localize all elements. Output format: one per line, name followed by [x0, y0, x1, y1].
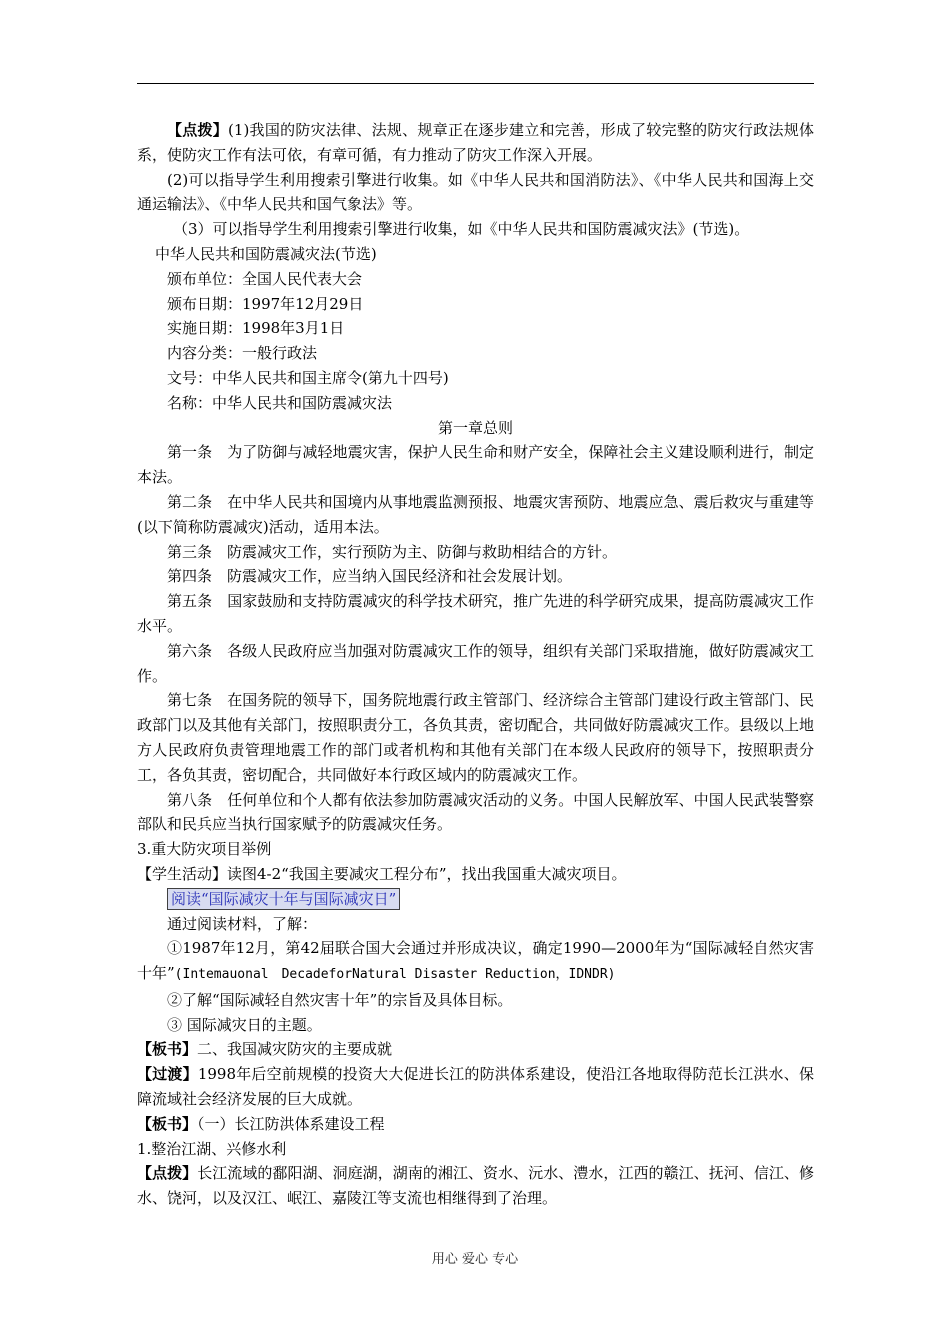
paragraph-hint-3: （3）可以指导学生利用搜索引擎进行收集，如《中华人民共和国防震减灾法》(节选)。 — [173, 220, 750, 239]
transition-text: 1998年后空前规模的投资大大促进长江的防洪体系建设，使沿江各地取得防范长江洪水、保障流域社会经济发展的巨大成就。 — [137, 1065, 814, 1109]
transition-label: 【过渡】 — [137, 1065, 198, 1084]
header-rule — [137, 83, 814, 84]
board-note-2 — [137, 1112, 814, 1137]
reading-point-3: ③ 国际减灾日的主题。 — [167, 1015, 322, 1034]
hint-label: 【点拨】 — [137, 1164, 198, 1183]
document-body — [137, 118, 814, 1211]
article-6: 第六条 各级人民政府应当加强对防震减灾工作的领导，组织有关部门采取措施，做好防震减灾工作。 — [137, 641, 814, 685]
article-2: 第二条 在中华人民共和国境内从事地震监测预报、地震灾害预防、地震应急、震后救灾与重建等(以下简称防震减灾)活动，适用本法。 — [137, 492, 814, 536]
hint-text: (1)我国的防灾法律、法规、规章正在逐步建立和完善，形成了较完整的防灾行政法规体系，使防灾工作有法可依，有章可循，有力推动了防灾工作深入开展。 — [137, 121, 814, 164]
student-activity: 【学生活动】读图4-2“我国主要减灾工程分布”，找出我国重大减灾项目。 — [137, 864, 627, 883]
law-issue-date: 颁布日期：1997年12月29日 — [167, 294, 364, 313]
reading-point-1-text: ①1987年12月，第42届联合国大会通过并形成决议，确定1990—2000年为“国际减轻自然灾害十年” — [137, 939, 814, 983]
reading-row — [137, 887, 814, 912]
subsection-1-heading: 1.整治江湖、兴修水利 — [137, 1139, 287, 1158]
board-label: 【板书】 — [137, 1040, 198, 1059]
hint-label: 【点拨】 — [167, 121, 229, 139]
law-issuer: 颁布单位：全国人民代表大会 — [167, 269, 363, 288]
chapter-title: 第一章总则 — [437, 418, 513, 437]
article-1: 第一条 为了防御与减轻地震灾害，保护人民生命和财产安全，保障社会主义建设顺利进行，制定本法。 — [137, 443, 814, 487]
article-3: 第三条 防震减灾工作，实行预防为主、防御与救助相结合的方针。 — [167, 542, 618, 561]
reading-point-1 — [137, 936, 814, 988]
article-5: 第五条 国家鼓励和支持防震减灾的科学技术研究，推广先进的科学研究成果，提高防震减灾工作水平。 — [137, 592, 814, 635]
board-label: 【板书】 — [137, 1114, 198, 1133]
hint-text: 长江流域的鄱阳湖、洞庭湖，湖南的湘江、资水、沅水、澧水，江西的赣江、抚河、信江、修水、饶河，以及汉江、岷江、嘉陵江等支流也相继得到了治理。 — [137, 1164, 814, 1208]
hint-yangtze — [137, 1161, 814, 1211]
law-title: 中华人民共和国防震减灾法(节选) — [155, 244, 377, 263]
paragraph-hint-2: (2)可以指导学生利用搜索引擎进行收集。如《中华人民共和国消防法》、《中华人民共和国海上交通运输法》、《中华人民共和国气象法》等。 — [137, 170, 814, 214]
reading-link[interactable]: 阅读“国际减灾十年与国际减灾日” — [167, 888, 400, 910]
reading-point-2: ②了解“国际减轻自然灾害十年”的宗旨及具体目标。 — [167, 990, 513, 1009]
law-document-number: 文号：中华人民共和国主席令(第九十四号) — [167, 368, 449, 387]
law-effective-date: 实施日期：1998年3月1日 — [167, 319, 345, 338]
law-category: 内容分类：一般行政法 — [167, 344, 318, 363]
article-7: 第七条 在国务院的领导下，国务院地震行政主管部门、经济综合主管部门建设行政主管部门、民政部门以及其他有关部门，按照职责分工，各负其责，密切配合，共同做好防震减灾工作。县级以上地方人民政府负责管理地震工作的部门或者机构和其他有关部门在本级人民政府的领导下，按照职责分工，各负其责，密切配合，共同做好本行政区域内的防震减灾工作。 — [137, 691, 814, 784]
section-3-heading: 3.重大防灾项目举例 — [137, 840, 272, 859]
law-name: 名称：中华人民共和国防震减灾法 — [167, 393, 393, 412]
article-8: 第八条 任何单位和个人都有依法参加防震减灾活动的义务。中国人民解放军、中国人民武装警察部队和民兵应当执行国家赋予的防震减灾任务。 — [137, 790, 814, 834]
transition — [137, 1062, 814, 1112]
reading-intro: 通过阅读材料，了解： — [167, 914, 318, 933]
board-text: （一）长江防洪体系建设工程 — [197, 1114, 385, 1133]
board-text: 二、我国减灾防灾的主要成就 — [197, 1040, 393, 1059]
board-note-1 — [137, 1037, 814, 1062]
reading-point-1-english: (Intemauonal DecadeforNatural Disaster Reduction，IDNDR) — [174, 967, 616, 983]
article-4: 第四条 防震减灾工作，应当纳入国民经济和社会发展计划。 — [167, 567, 573, 586]
paragraph-hint-1 — [137, 118, 814, 168]
page-footer: 用心 爱心 专心 — [431, 1252, 519, 1267]
